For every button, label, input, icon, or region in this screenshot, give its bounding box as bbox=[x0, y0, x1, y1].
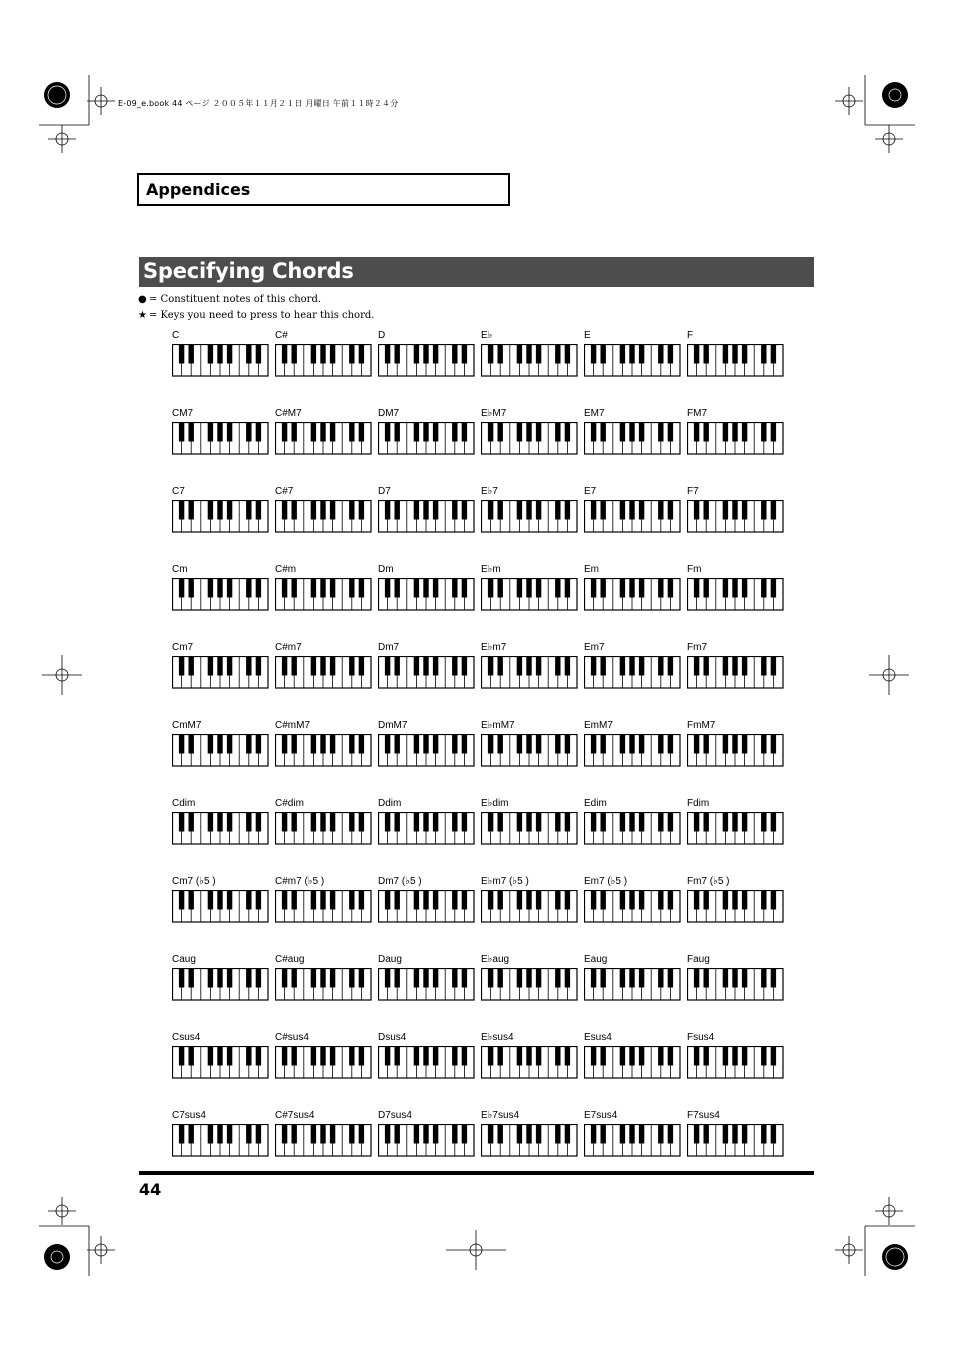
keyboard-icon bbox=[481, 1124, 578, 1157]
chord-diagram bbox=[172, 876, 268, 930]
keyboard-icon bbox=[687, 812, 784, 845]
chord-label: D7sus4 bbox=[378, 1110, 412, 1121]
chord-diagram bbox=[378, 330, 474, 384]
keyboard-icon bbox=[172, 890, 269, 923]
keyboard-icon bbox=[275, 656, 372, 689]
keyboard-icon bbox=[481, 1046, 578, 1079]
chord-diagram bbox=[378, 564, 474, 618]
chord-label: Em7 (♭5 ) bbox=[584, 876, 628, 887]
chord-label: Cm bbox=[172, 564, 188, 575]
chord-diagram bbox=[172, 642, 268, 696]
keyboard-icon bbox=[378, 890, 475, 923]
chord-label: Fm7 (♭5 ) bbox=[687, 876, 730, 887]
keyboard-icon bbox=[481, 656, 578, 689]
chord-label: Csus4 bbox=[172, 1032, 201, 1043]
keyboard-icon bbox=[275, 1124, 372, 1157]
section-header-text: Appendices bbox=[146, 180, 251, 199]
keyboard-icon bbox=[687, 968, 784, 1001]
chord-label: E7sus4 bbox=[584, 1110, 618, 1121]
legend-text: = Constituent notes of this chord. bbox=[149, 294, 322, 305]
keyboard-icon bbox=[172, 968, 269, 1001]
keyboard-icon bbox=[481, 734, 578, 767]
chord-diagram bbox=[378, 876, 474, 930]
chord-diagram bbox=[481, 564, 577, 618]
keyboard-icon bbox=[275, 734, 372, 767]
chord-diagram bbox=[584, 798, 680, 852]
chord-diagram bbox=[172, 1032, 268, 1086]
chord-diagram bbox=[687, 330, 783, 384]
chord-diagram bbox=[481, 330, 577, 384]
chord-label: F bbox=[687, 330, 694, 341]
keyboard-icon bbox=[172, 500, 269, 533]
chord-label: Dm bbox=[378, 564, 394, 575]
keyboard-icon bbox=[687, 500, 784, 533]
chord-label: Em7 bbox=[584, 642, 605, 653]
chord-diagram bbox=[481, 408, 577, 462]
keyboard-icon bbox=[275, 812, 372, 845]
keyboard-icon bbox=[481, 344, 578, 377]
star-icon: ★ bbox=[138, 310, 147, 321]
chord-label: CmM7 bbox=[172, 720, 202, 731]
dot-icon: ● bbox=[138, 294, 147, 305]
keyboard-icon bbox=[378, 812, 475, 845]
chord-label: E♭7 bbox=[481, 486, 498, 497]
chord-diagram bbox=[378, 1110, 474, 1164]
chord-label: D7 bbox=[378, 486, 391, 497]
chord-diagram bbox=[481, 954, 577, 1008]
chord-label: C#sus4 bbox=[275, 1032, 309, 1043]
chord-diagram bbox=[584, 564, 680, 618]
keyboard-icon bbox=[481, 812, 578, 845]
chord-label: Edim bbox=[584, 798, 607, 809]
print-header: E-09_e.book 44 ページ ２００５年１１月２１日 月曜日 午前１１時２４分 bbox=[118, 99, 399, 108]
chord-label: C#m7 (♭5 ) bbox=[275, 876, 325, 887]
chord-label: E♭7sus4 bbox=[481, 1110, 520, 1121]
page-number: 44 bbox=[139, 1180, 162, 1199]
chord-label: Esus4 bbox=[584, 1032, 612, 1043]
keyboard-icon bbox=[481, 968, 578, 1001]
footer-rule bbox=[139, 1171, 814, 1175]
chord-diagram bbox=[275, 408, 371, 462]
keyboard-icon bbox=[378, 422, 475, 455]
keyboard-icon bbox=[687, 734, 784, 767]
chord-diagram bbox=[275, 1110, 371, 1164]
chord-label: E bbox=[584, 330, 591, 341]
keyboard-icon bbox=[687, 1124, 784, 1157]
chord-label: Fm bbox=[687, 564, 702, 575]
chord-diagram bbox=[584, 876, 680, 930]
chord-label: DmM7 bbox=[378, 720, 408, 731]
chord-diagram bbox=[172, 486, 268, 540]
chord-label: FM7 bbox=[687, 408, 707, 419]
keyboard-icon bbox=[172, 344, 269, 377]
chord-label: E♭aug bbox=[481, 954, 510, 965]
keyboard-icon bbox=[378, 968, 475, 1001]
chord-diagram bbox=[378, 642, 474, 696]
page-title: Specifying Chords bbox=[143, 259, 354, 283]
keyboard-icon bbox=[687, 656, 784, 689]
chord-diagram bbox=[584, 720, 680, 774]
chord-label: Cm7 (♭5 ) bbox=[172, 876, 216, 887]
keyboard-icon bbox=[584, 344, 681, 377]
chord-label: D bbox=[378, 330, 386, 341]
chord-label: C#7 bbox=[275, 486, 294, 497]
keyboard-icon bbox=[584, 890, 681, 923]
chord-diagram bbox=[687, 876, 783, 930]
chord-diagram bbox=[378, 408, 474, 462]
chord-diagram bbox=[687, 564, 783, 618]
chord-label: E♭dim bbox=[481, 798, 509, 809]
keyboard-icon bbox=[481, 422, 578, 455]
chord-diagram bbox=[584, 1032, 680, 1086]
chord-label: EmM7 bbox=[584, 720, 613, 731]
keyboard-icon bbox=[172, 1124, 269, 1157]
keyboard-icon bbox=[481, 500, 578, 533]
chord-label: E♭m bbox=[481, 564, 501, 575]
chord-label: C#M7 bbox=[275, 408, 302, 419]
chord-label: Caug bbox=[172, 954, 196, 965]
keyboard-icon bbox=[378, 656, 475, 689]
chord-diagram bbox=[481, 642, 577, 696]
chord-diagram bbox=[378, 720, 474, 774]
keyboard-icon bbox=[275, 1046, 372, 1079]
chord-label: Dm7 bbox=[378, 642, 400, 653]
chord-label: Cdim bbox=[172, 798, 196, 809]
chord-diagram bbox=[275, 954, 371, 1008]
chord-label: E♭sus4 bbox=[481, 1032, 514, 1043]
keyboard-icon bbox=[275, 500, 372, 533]
chord-diagram bbox=[275, 1032, 371, 1086]
keyboard-icon bbox=[172, 578, 269, 611]
chord-diagram bbox=[687, 486, 783, 540]
chord-label: DM7 bbox=[378, 408, 400, 419]
chord-label: C#aug bbox=[275, 954, 305, 965]
keyboard-icon bbox=[584, 578, 681, 611]
keyboard-icon bbox=[481, 890, 578, 923]
keyboard-icon bbox=[378, 578, 475, 611]
chord-label: Fsus4 bbox=[687, 1032, 715, 1043]
chord-label: C#m7 bbox=[275, 642, 302, 653]
chord-label: EM7 bbox=[584, 408, 605, 419]
chord-diagram bbox=[584, 408, 680, 462]
keyboard-icon bbox=[378, 344, 475, 377]
chord-label: E♭m7 (♭5 ) bbox=[481, 876, 529, 887]
chord-diagram bbox=[275, 798, 371, 852]
chord-label: Fdim bbox=[687, 798, 710, 809]
chord-label: Cm7 bbox=[172, 642, 194, 653]
chord-diagram bbox=[687, 1032, 783, 1086]
keyboard-icon bbox=[687, 578, 784, 611]
keyboard-icon bbox=[378, 500, 475, 533]
keyboard-icon bbox=[584, 422, 681, 455]
keyboard-icon bbox=[275, 578, 372, 611]
chord-diagram bbox=[687, 1110, 783, 1164]
chord-label: C#7sus4 bbox=[275, 1110, 315, 1121]
chord-label: E♭M7 bbox=[481, 408, 507, 419]
chord-label: E♭ bbox=[481, 330, 493, 341]
chord-diagram bbox=[275, 642, 371, 696]
chord-label: F7 bbox=[687, 486, 699, 497]
chord-diagram bbox=[172, 1110, 268, 1164]
chord-label: E♭mM7 bbox=[481, 720, 515, 731]
chord-diagram bbox=[172, 954, 268, 1008]
chord-diagram bbox=[584, 954, 680, 1008]
chord-label: Dm7 (♭5 ) bbox=[378, 876, 422, 887]
keyboard-icon bbox=[687, 422, 784, 455]
chord-diagram bbox=[481, 798, 577, 852]
chord-label: Em bbox=[584, 564, 599, 575]
keyboard-icon bbox=[584, 500, 681, 533]
legend-text: = Keys you need to press to hear this chord. bbox=[149, 310, 375, 321]
chord-diagram bbox=[687, 720, 783, 774]
keyboard-icon bbox=[687, 344, 784, 377]
chord-label: E7 bbox=[584, 486, 597, 497]
keyboard-icon bbox=[584, 1046, 681, 1079]
keyboard-icon bbox=[275, 344, 372, 377]
keyboard-icon bbox=[378, 1124, 475, 1157]
chord-diagram bbox=[584, 330, 680, 384]
keyboard-icon bbox=[275, 968, 372, 1001]
chord-label: Ddim bbox=[378, 798, 402, 809]
keyboard-icon bbox=[481, 578, 578, 611]
chord-diagram bbox=[172, 564, 268, 618]
chord-diagram bbox=[172, 408, 268, 462]
chord-diagram bbox=[378, 798, 474, 852]
chord-diagram bbox=[584, 486, 680, 540]
chord-diagram bbox=[275, 720, 371, 774]
keyboard-icon bbox=[584, 812, 681, 845]
keyboard-icon bbox=[687, 1046, 784, 1079]
chord-diagram bbox=[172, 720, 268, 774]
chord-label: E♭m7 bbox=[481, 642, 507, 653]
keyboard-icon bbox=[172, 1046, 269, 1079]
keyboard-icon bbox=[687, 890, 784, 923]
chord-diagram bbox=[687, 408, 783, 462]
chord-diagram bbox=[584, 1110, 680, 1164]
chord-diagram bbox=[481, 1110, 577, 1164]
chord-diagram bbox=[172, 330, 268, 384]
chord-diagram bbox=[687, 954, 783, 1008]
chord-label: Daug bbox=[378, 954, 402, 965]
chord-diagram bbox=[584, 642, 680, 696]
chord-diagram bbox=[275, 564, 371, 618]
chord-diagram bbox=[481, 486, 577, 540]
keyboard-icon bbox=[584, 734, 681, 767]
keyboard-icon bbox=[275, 422, 372, 455]
chord-label: C bbox=[172, 330, 180, 341]
chord-label: C#dim bbox=[275, 798, 304, 809]
chord-label: Dsus4 bbox=[378, 1032, 407, 1043]
chord-label: Eaug bbox=[584, 954, 608, 965]
chord-diagram bbox=[378, 954, 474, 1008]
chord-diagram bbox=[481, 876, 577, 930]
chord-diagram bbox=[275, 330, 371, 384]
chord-label: C# bbox=[275, 330, 288, 341]
chord-diagram bbox=[378, 1032, 474, 1086]
chord-diagram bbox=[481, 1032, 577, 1086]
keyboard-icon bbox=[584, 1124, 681, 1157]
chord-label: C#mM7 bbox=[275, 720, 311, 731]
chord-label: C7 bbox=[172, 486, 185, 497]
keyboard-icon bbox=[172, 656, 269, 689]
keyboard-icon bbox=[275, 890, 372, 923]
keyboard-icon bbox=[172, 812, 269, 845]
chord-label: CM7 bbox=[172, 408, 194, 419]
keyboard-icon bbox=[584, 656, 681, 689]
chord-diagram bbox=[275, 876, 371, 930]
chord-label: C7sus4 bbox=[172, 1110, 206, 1121]
chord-diagram bbox=[481, 720, 577, 774]
keyboard-icon bbox=[378, 734, 475, 767]
chord-diagram bbox=[687, 642, 783, 696]
chord-diagram bbox=[378, 486, 474, 540]
keyboard-icon bbox=[584, 968, 681, 1001]
keyboard-icon bbox=[172, 422, 269, 455]
chord-diagram bbox=[275, 486, 371, 540]
chord-label: C#m bbox=[275, 564, 297, 575]
chord-label: F7sus4 bbox=[687, 1110, 720, 1121]
chord-label: Faug bbox=[687, 954, 710, 965]
chord-diagram bbox=[687, 798, 783, 852]
keyboard-icon bbox=[378, 1046, 475, 1079]
chord-diagram bbox=[172, 798, 268, 852]
chord-label: FmM7 bbox=[687, 720, 716, 731]
keyboard-icon bbox=[172, 734, 269, 767]
chord-label: Fm7 bbox=[687, 642, 707, 653]
